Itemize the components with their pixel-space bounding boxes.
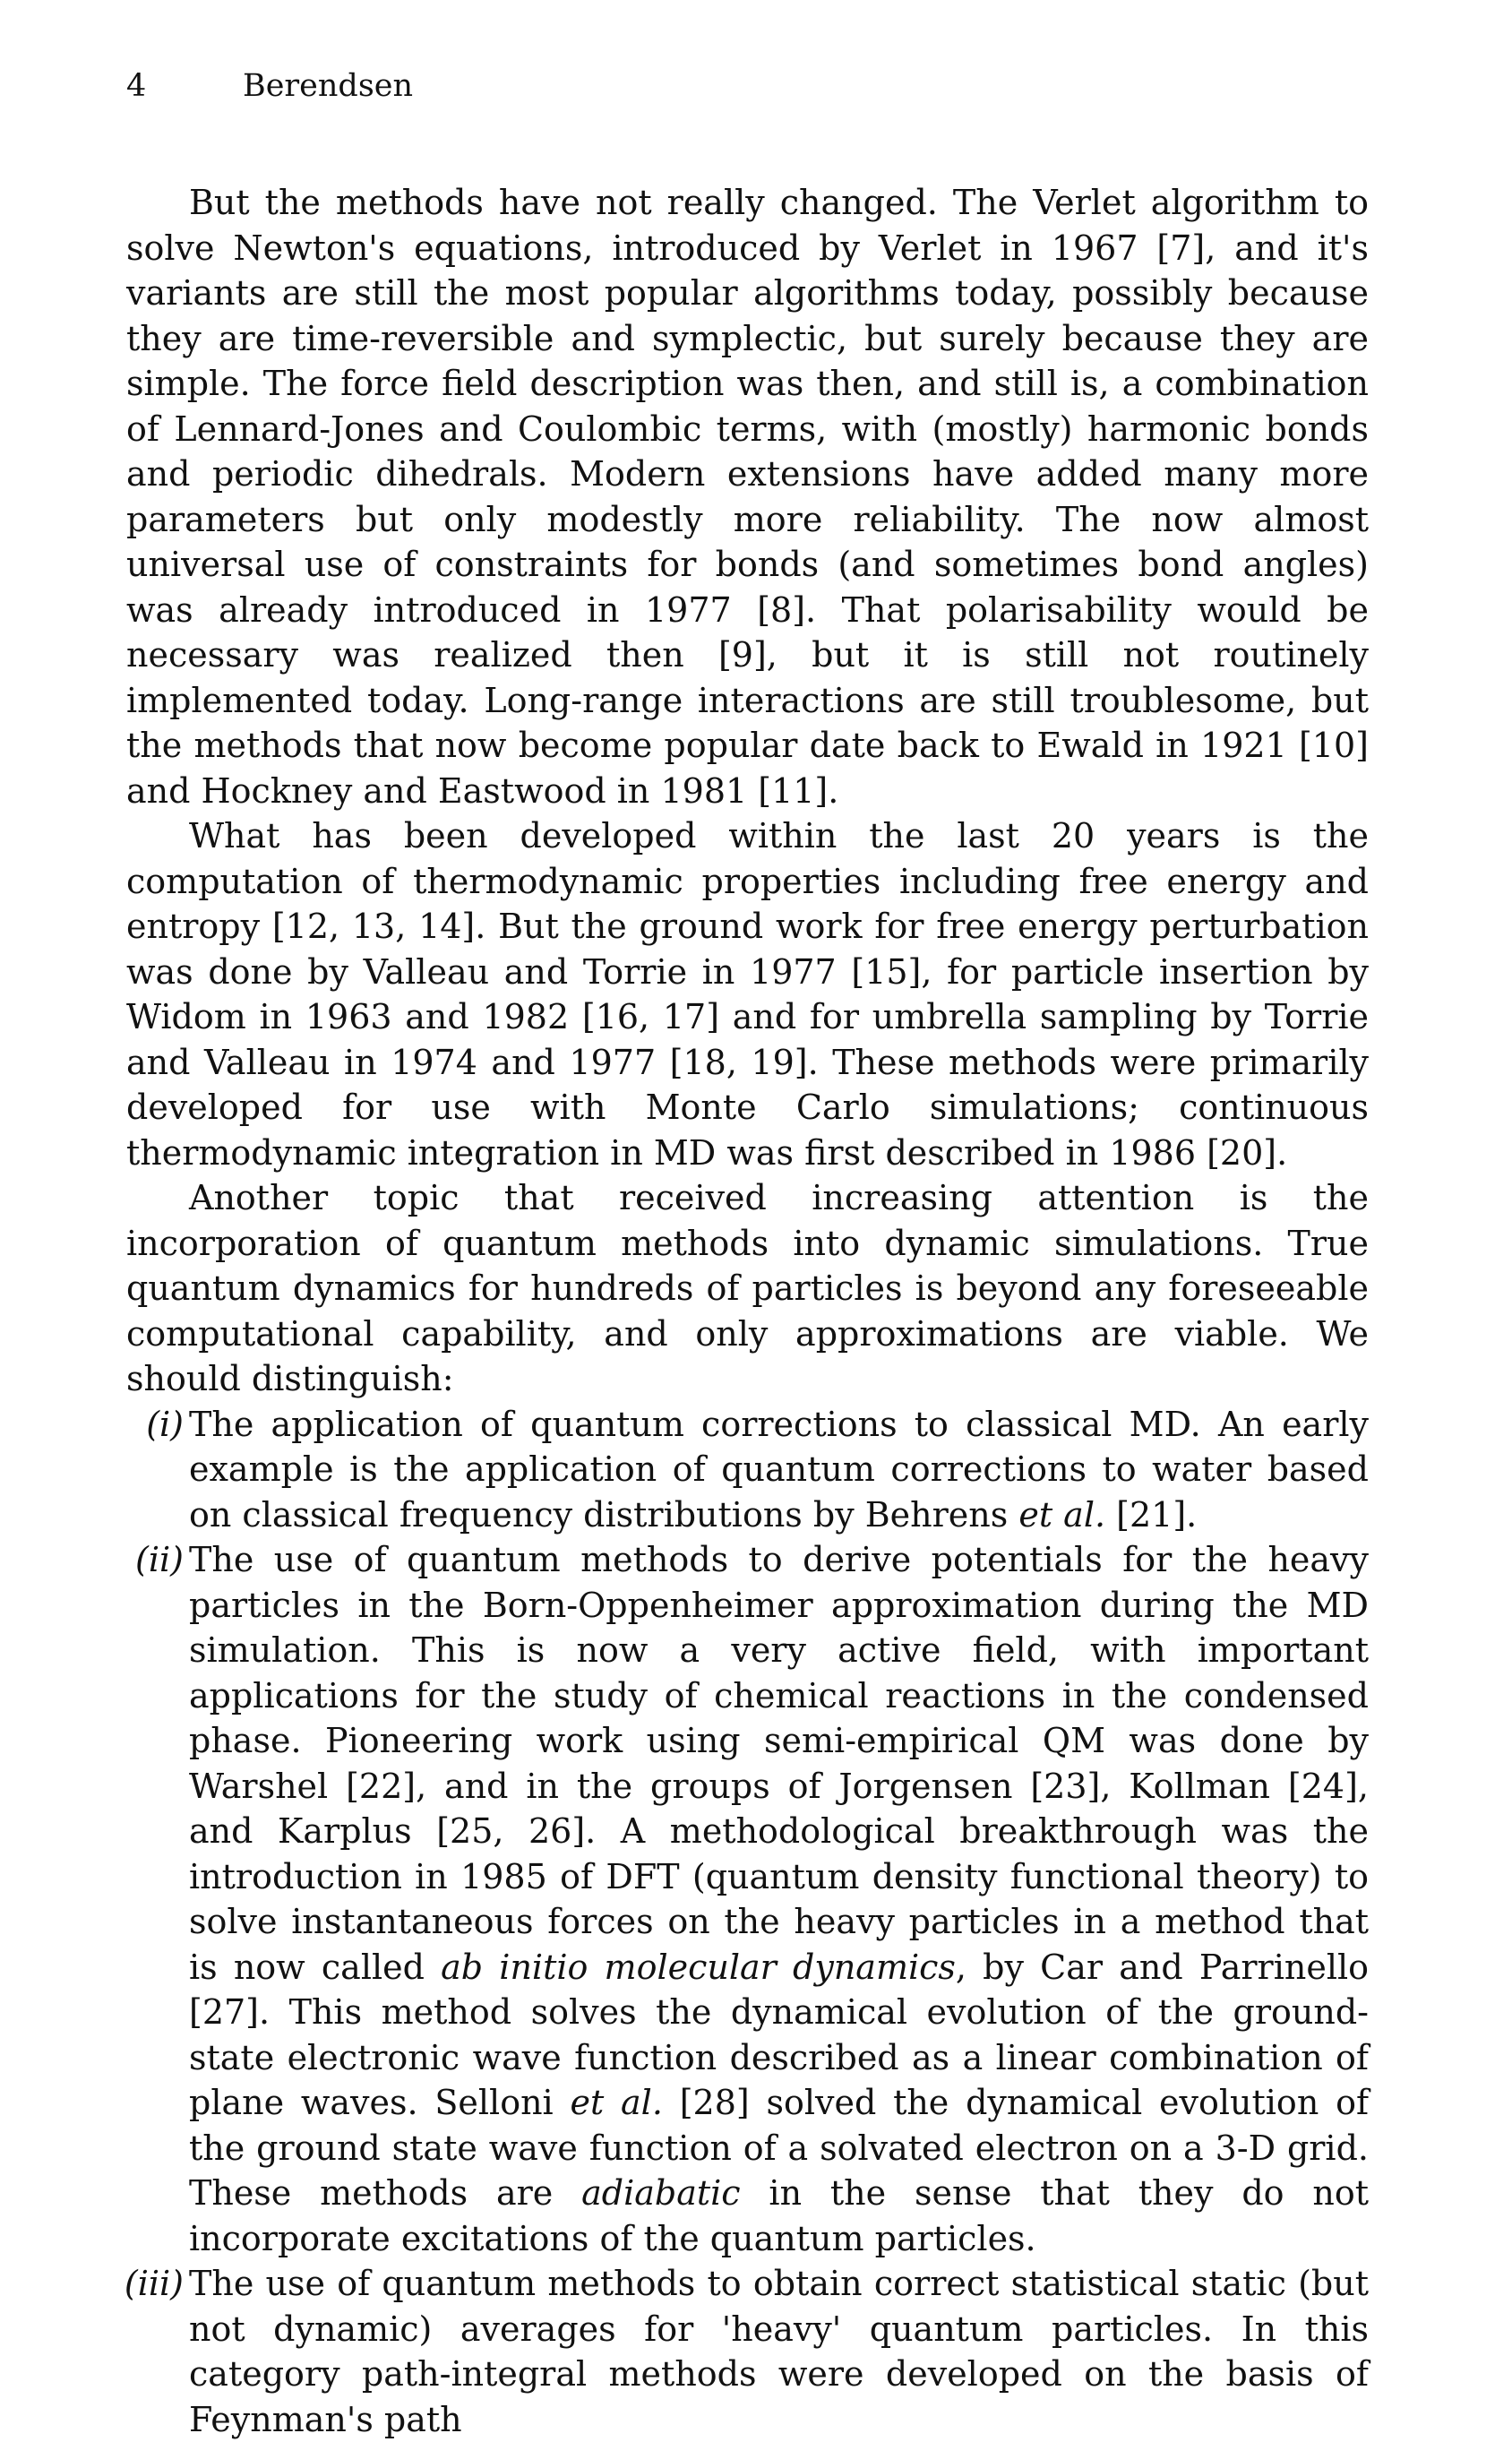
- quantum-methods-list: [126, 1402, 1369, 2442]
- list-item-i: [126, 1402, 1369, 1538]
- list-text-ii-italic-et-al: et al.: [570, 2083, 662, 2122]
- list-label-iii: (iii): [110, 2261, 184, 2307]
- list-text-i-italic-et-al: et al.: [1018, 1495, 1105, 1535]
- list-text-i-part-1: The application of quantum corrections to classical MD. An early example is the application of quantum corrections to water based on classical frequency distributions by Behrens: [189, 1405, 1369, 1535]
- paragraph-quantum-methods: Another topic that received increasing attention is the incorporation of quantum methods into dynamic simulations. True quantum dynamics for hundreds of particles is beyond any foreseeable computational capability, and only approximations are viable. We should distinguish:: [126, 1175, 1369, 1402]
- running-head-author: Berendsen: [243, 67, 413, 105]
- page-number: 4: [126, 67, 243, 105]
- body-text: [126, 180, 1369, 2442]
- list-item-iii: [126, 2261, 1369, 2442]
- list-text-ii-part-3: [28] solved the dynamical evolution of the ground state wave function of a solvated electron on a 3-D grid. These methods are: [189, 2083, 1369, 2213]
- list-text-i-part-2: [21].: [1105, 1495, 1197, 1535]
- list-text-iii: The use of quantum methods to obtain correct statistical static (but not dynamic) averages for 'heavy' quantum particles. In this category path-integral methods were developed on the basis of Feynman's path: [189, 2264, 1369, 2439]
- list-text-ii-italic-ab-initio: ab initio molecular dynamics: [441, 1948, 956, 1987]
- list-label-i: (i): [110, 1402, 184, 1448]
- paragraph-thermodynamic-properties: What has been developed within the last 20 years is the computation of thermodynamic properties including free energy and entropy [12, 13, 14]. But the ground work for free energy perturbation was done by Valleau and Torrie in 1977 [15], for particle insertion by Widom in 1963 and 1982 [16, 17] and for umbrella sampling by Torrie and Valleau in 1974 and 1977 [18, 19]. These methods were primarily developed for use with Monte Carlo simulations; continuous thermodynamic integration in MD was first described in 1986 [20].: [126, 813, 1369, 1175]
- list-text-ii-italic-adiabatic: adiabatic: [581, 2173, 740, 2213]
- book-page: [126, 67, 1369, 2226]
- list-label-ii: (ii): [110, 1537, 184, 1583]
- list-text-ii-part-2: , by Car and Parrinello [27]. This method solves the dynamical evolution of the ground-state electronic wave function described as a linear combination of plane waves. Selloni: [189, 1948, 1369, 2123]
- list-text-ii-part-1: The use of quantum methods to derive potentials for the heavy particles in the Born-Oppenheimer approximation during the MD simulation. This is now a very active field, with important applications for the study of chemical reactions in the condensed phase. Pioneering work using semi-empirical QM was done by Warshel [22], and in the groups of Jorgensen [23], Kollman [24], and Karplus [25, 26]. A methodological breakthrough was the introduction in 1985 of DFT (quantum density functional theory) to solve instantaneous forces on the heavy particles in a method that is now called: [189, 1540, 1369, 1987]
- paragraph-methods-history: But the methods have not really changed. The Verlet algorithm to solve Newton's equations, introduced by Verlet in 1967 [7], and it's variants are still the most popular algorithms today, possibly because they are time-reversible and symplectic, but surely because they are simple. The force field description was then, and still is, a combination of Lennard-Jones and Coulombic terms, with (mostly) harmonic bonds and periodic dihedrals. Modern extensions have added many more parameters but only modestly more reliability. The now almost universal use of constraints for bonds (and sometimes bond angles) was already introduced in 1977 [8]. That polarisability would be necessary was realized then [9], but it is still not routinely implemented today. Long-range interactions are still troublesome, but the methods that now become popular date back to Ewald in 1921 [10] and Hockney and Eastwood in 1981 [11].: [126, 180, 1369, 813]
- list-item-ii: [126, 1537, 1369, 2261]
- page-header: [126, 67, 1369, 114]
- list-text-ii-part-4: in the sense that they do not incorporate excitations of the quantum particles.: [189, 2173, 1369, 2258]
